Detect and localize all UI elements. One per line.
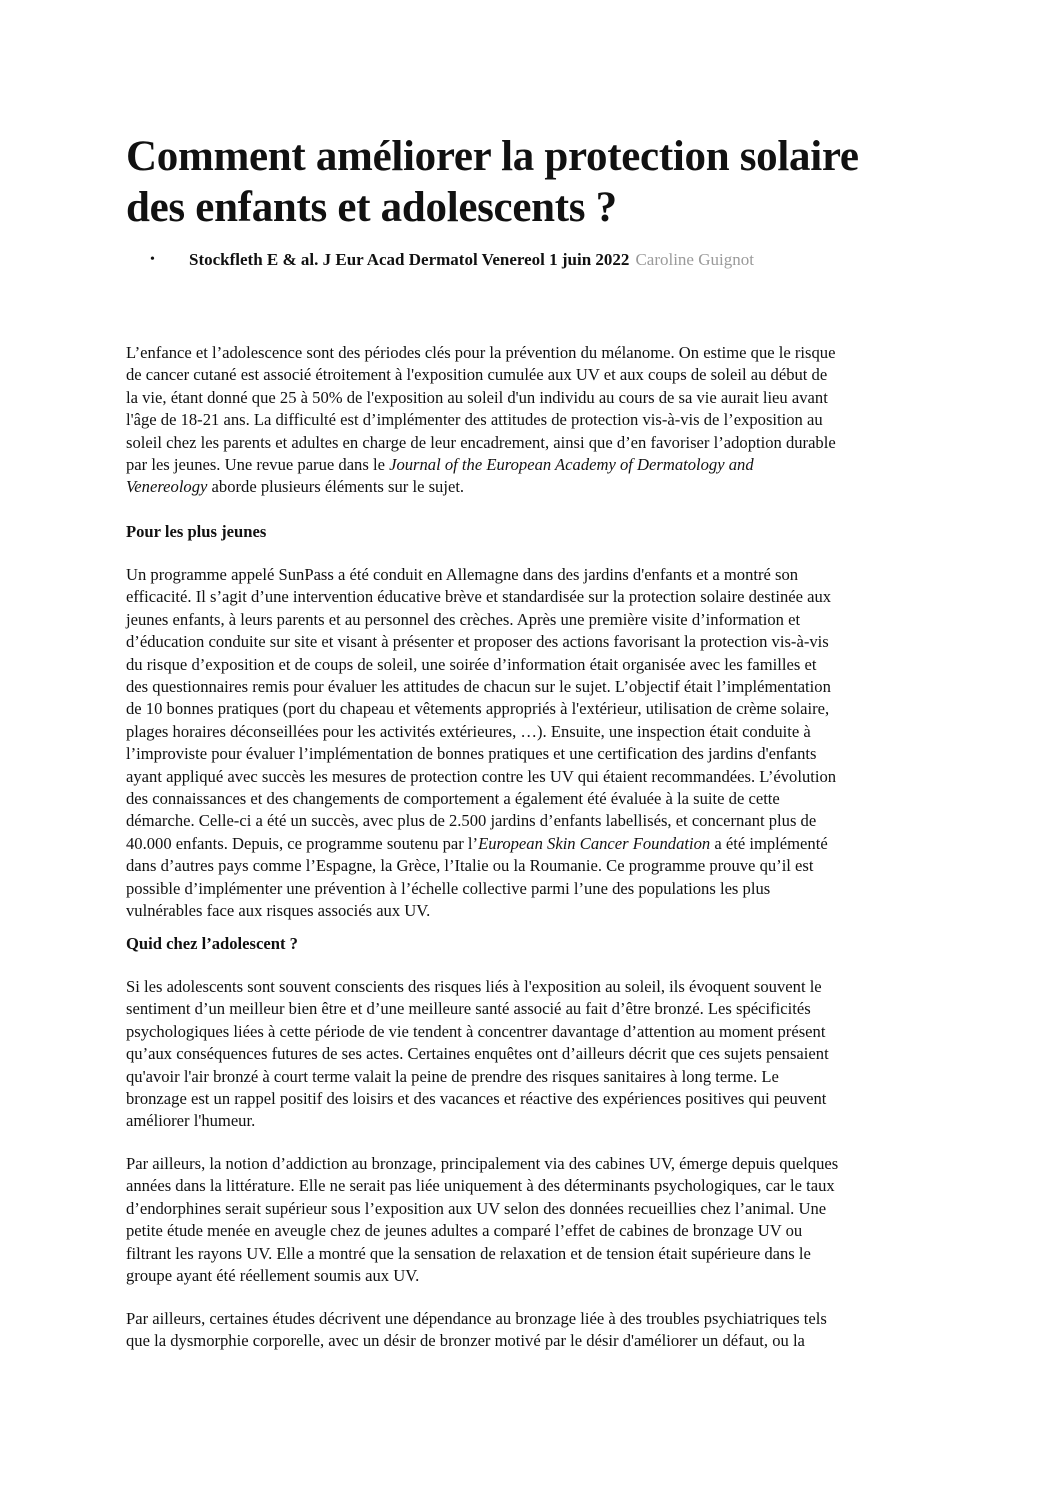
text-line: jeunes enfants, à leurs parents et au personnel des crèches. Après une première visite d’information et — [126, 609, 801, 629]
text-line: d’endorphines serait supérieur sous l’exposition aux UV selon des données recueillies chez l’animal. Une — [126, 1198, 827, 1218]
text-line: démarche. Celle-ci a été un succès, avec plus de 2.500 jardins d’enfants labellisés, et concernant plus de — [126, 811, 817, 831]
text-line: que la dysmorphie corporelle, avec un désir de bronzer motivé par le désir d'améliorer un défaut, ou la — [126, 1331, 805, 1351]
text-line: Par ailleurs, certaines études décrivent une dépendance au bronzage liée à des troubles psychiatriques tels — [126, 1309, 827, 1328]
title-line: des enfants et adolescents ? — [126, 184, 617, 231]
article-title — [126, 131, 986, 233]
text-line: Un programme appelé SunPass a été conduit en Allemagne dans des jardins d'enfants et a montré son — [126, 565, 799, 584]
text-line: d’éducation conduite sur site et visant à présenter et proposer des actions favorisant la protection vis-à-vis — [126, 632, 829, 652]
text-line: du risque d’exposition et de coups de soleil, une soirée d’information était organisée avec les familles et — [126, 654, 817, 674]
text-line: groupe ayant été réellement soumis aux UV. — [126, 1266, 420, 1286]
text-line: qu’aux conséquences futures de ses actes. Certaines enquêtes ont d’ailleurs décrit que ces sujets pensaient — [126, 1044, 829, 1064]
text-line: qu'avoir l'air bronzé à court terme valait la peine de prendre des risques sanitaires à long terme. Le — [126, 1066, 779, 1086]
text-run: a été implémenté — [710, 833, 828, 853]
text-line: l'âge de 18-21 ans. La difficulté est d’implémenter des attitudes de protection vis-à-vis de l’exposition au — [126, 410, 823, 430]
text-line: sentiment d’un meilleur bien être et d’une meilleure santé associé au fait d’être bronzé. Les spécificités — [126, 999, 811, 1019]
text-line: de 10 bonnes pratiques (port du chapeau et vêtements appropriés à l'extérieur, utilisation de crème solaire, — [126, 699, 830, 719]
text-run: 40.000 enfants. Depuis, ce programme soutenu par l’ — [126, 833, 479, 853]
text-line: vulnérables face aux risques associés aux UV. — [126, 901, 431, 921]
foundation-name: European Skin Cancer Foundation — [478, 833, 711, 853]
intro-paragraph — [126, 342, 946, 499]
text-line: Par ailleurs, la notion d’addiction au bronzage, principalement via des cabines UV, émerge depuis quelques — [126, 1154, 839, 1173]
title-line: Comment améliorer la protection solaire — [126, 133, 859, 180]
section-heading: Quid chez l’adolescent ? — [126, 934, 298, 953]
author-name: Caroline Guignot — [635, 250, 754, 269]
text-run: aborde plusieurs éléments sur le sujet. — [207, 477, 465, 497]
text-line: années dans la littérature. Elle ne serait pas liée uniquement à des déterminants psychologiques, car le taux — [126, 1176, 835, 1196]
text-line: la vie, étant donné que 25 à 50% de l'exposition au soleil d'un individu au cours de sa vie aurait lieu avant — [126, 387, 828, 407]
section-heading: Pour les plus jeunes — [126, 522, 267, 541]
text-line: bronzage est un rappel positif des loisirs et des vacances et réactive des expériences positives qui peuvent — [126, 1089, 827, 1109]
text-line: de cancer cutané est associé étroitement à l'exposition cumulée aux UV et aux coups de soleil au début de — [126, 365, 828, 385]
text-line — [126, 454, 946, 476]
text-line: efficacité. Il s’agit d’une intervention éducative brève et standardisée sur la protection solaire destinée aux — [126, 587, 832, 607]
text-line: dans d’autres pays comme l’Espagne, la Grèce, l’Italie ou la Roumanie. Ce programme prouve qu’il est — [126, 856, 814, 876]
text-line — [126, 476, 946, 498]
text-line: psychologiques liées à cette période de vie tendent à concentrer davantage d’attention au moment présent — [126, 1021, 826, 1041]
text-run: par les jeunes. Une revue parue dans le — [126, 455, 390, 475]
section2-paragraph — [126, 1308, 946, 1353]
text-line: Si les adolescents sont souvent conscients des risques liés à l'exposition au soleil, ils évoquent souvent le — [126, 977, 822, 996]
section2-paragraph — [126, 1153, 946, 1287]
section1-paragraph — [126, 564, 946, 923]
text-line: filtrant les rayons UV. Elle a montré que la sensation de relaxation et de tension était supérieure dans le — [126, 1243, 811, 1263]
text-line: possible d’implémenter une prévention à l’échelle collective parmi l’une des populations les plus — [126, 878, 771, 898]
text-line — [126, 833, 946, 855]
text-line: améliorer l'humeur. — [126, 1111, 256, 1131]
text-line: petite étude menée en aveugle chez de jeunes adultes a comparé l’effet de cabines de bronzage UV ou — [126, 1221, 803, 1241]
citation-reference — [189, 249, 754, 271]
bullet-marker: • — [150, 252, 155, 267]
text-line: l’improviste pour évaluer l’implémentation de bonnes pratiques et une certification des jardins d'enfants — [126, 744, 817, 764]
text-line: des questionnaires remis pour évaluer les attitudes de chacun sur le sujet. L’objectif était l’implémentation — [126, 677, 831, 697]
journal-name: Venereology — [126, 477, 208, 497]
text-line: ayant appliqué avec succès les mesures de protection contre les UV qui étaient recommandées. L’évolution — [126, 766, 837, 786]
journal-name: Journal of the European Academy of Dermatology and — [389, 455, 754, 475]
text-line: L’enfance et l’adolescence sont des périodes clés pour la prévention du mélanome. On estime que le risque — [126, 343, 836, 362]
text-line: des connaissances et des changements de comportement a également été évaluée à la suite de cette — [126, 789, 780, 809]
text-line: soleil chez les parents et adultes en charge de leur encadrement, ainsi que d’en favoriser l’adoption durable — [126, 432, 836, 452]
reference-text: Stockfleth E & al. J Eur Acad Dermatol Venereol 1 juin 2022 — [189, 250, 630, 269]
text-line: plages horaires déconseillées pour les activités extérieures, …). Ensuite, une inspection était conduite à — [126, 721, 811, 741]
section2-paragraph — [126, 976, 946, 1133]
